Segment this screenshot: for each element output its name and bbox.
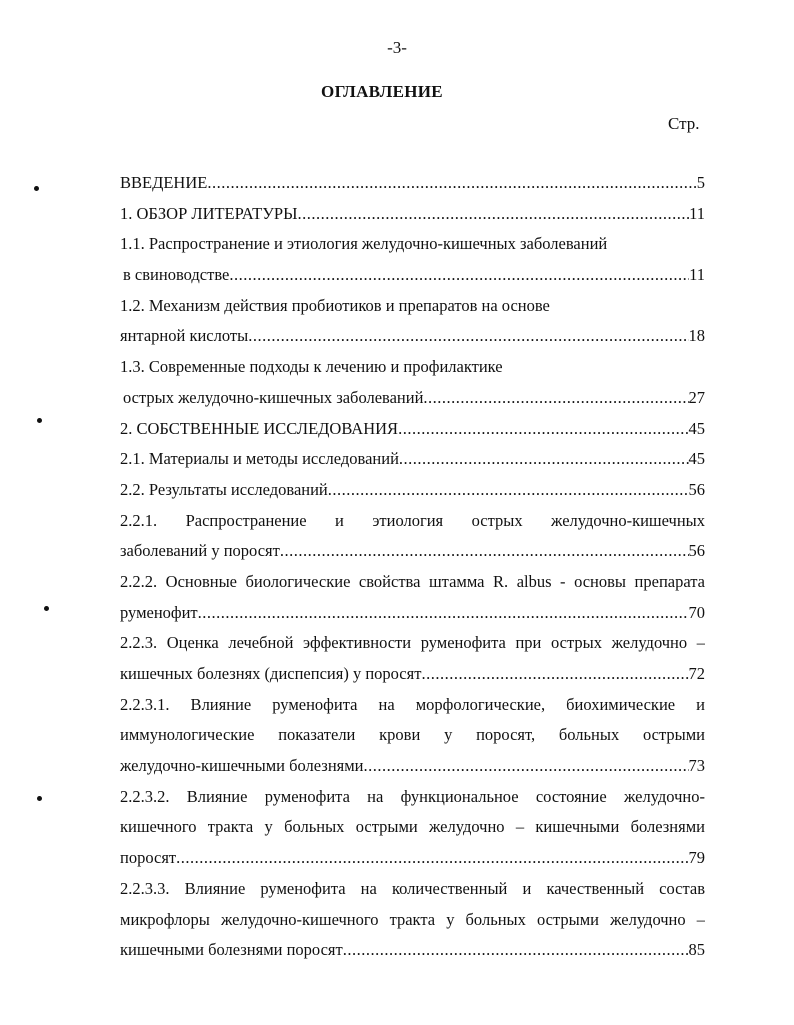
toc-leader — [280, 540, 689, 562]
toc-entry-page: 27 — [688, 387, 705, 407]
toc-leader — [421, 663, 688, 685]
toc-entry-title: 2.2. Результаты исследований — [120, 479, 328, 499]
toc-entry-title: янтарной кислоты — [120, 326, 249, 346]
margin-dot — [37, 418, 42, 423]
toc-entry-title: 2.2.3.3. Влияние руменофита на количественный и качественный состав — [120, 878, 705, 898]
toc-entry — [120, 755, 705, 786]
page-title: ОГЛАВЛЕНИЕ — [321, 82, 443, 101]
toc-entry — [120, 663, 705, 694]
toc-leader — [298, 203, 690, 225]
toc-entry-title: 2.1. Материалы и методы исследований — [120, 449, 399, 469]
toc-entry-title: заболеваний у поросят — [120, 541, 280, 561]
toc-leader — [328, 479, 689, 501]
toc-entry-title: ВВЕДЕНИЕ — [120, 173, 208, 192]
toc-entry-title: микрофлоры желудочно-кишечного тракта у больных острыми желудочно – — [120, 909, 705, 929]
toc-entry-title: 2.2.3. Оценка лечебной эффективности руменофита при острых желудочно – — [120, 633, 705, 653]
toc-entry-title: 1. ОБЗОР ЛИТЕРАТУРЫ — [120, 203, 298, 223]
toc-entry-title: 2.2.3.2. Влияние руменофита на функциональное состояние желудочно- — [120, 786, 705, 806]
toc-leader — [207, 172, 696, 194]
toc-entry-page: 11 — [689, 265, 705, 285]
toc-entry-title: руменофит — [120, 602, 198, 622]
toc-entry — [120, 448, 705, 479]
toc-entry-title: острых желудочно-кишечных заболеваний — [123, 387, 424, 407]
toc-entry — [120, 479, 705, 510]
toc-entry-page: 18 — [688, 326, 705, 346]
toc-entry-title: 2.2.3.1. Влияние руменофита на морфологические, биохимические и — [120, 694, 705, 714]
toc-entry-page: 11 — [689, 203, 705, 223]
toc-entry-page: 56 — [688, 479, 705, 499]
toc-entry — [120, 356, 705, 387]
toc-entry-page: 79 — [688, 848, 705, 868]
toc-entry-page: 56 — [688, 541, 705, 561]
toc-leader — [229, 264, 689, 286]
toc-leader — [398, 418, 688, 440]
toc-leader — [248, 325, 688, 347]
toc-entry — [120, 939, 705, 970]
page-column-header: Стр. — [668, 114, 700, 133]
toc-entry-title: кишечного тракта у больных острыми желудочно – кишечными болезнями — [120, 817, 705, 837]
toc-entry-page: 45 — [688, 418, 705, 438]
page-number: -3- — [387, 38, 407, 57]
toc-entry — [120, 203, 705, 234]
toc-entry — [120, 325, 705, 356]
toc-leader — [399, 448, 689, 470]
toc-entry — [120, 387, 705, 418]
toc-entry-page: 85 — [688, 940, 705, 960]
toc-entry — [120, 264, 705, 295]
toc-entry-title: 1.3. Современные подходы к лечению и профилактике — [120, 357, 503, 377]
table-of-contents — [120, 172, 705, 970]
toc-leader — [343, 939, 689, 961]
toc-entry-title: иммунологические показатели крови у поросят, больных острыми — [120, 725, 705, 745]
toc-entry-page: 73 — [688, 756, 705, 776]
toc-entry — [120, 295, 705, 326]
toc-entry — [120, 847, 705, 878]
margin-dot — [37, 796, 42, 801]
toc-entry — [120, 602, 705, 633]
toc-entry-title: кишечных болезнях (диспепсия) у поросят — [120, 664, 422, 683]
toc-entry-title: 1.2. Механизм действия пробиотиков и препаратов на основе — [120, 295, 550, 315]
toc-entry-title: 2.2.1. Распространение и этиология острых желудочно-кишечных — [120, 510, 705, 530]
toc-leader — [176, 847, 688, 869]
toc-entry-title: 2. СОБСТВЕННЫЕ ИССЛЕДОВАНИЯ — [120, 418, 399, 438]
margin-dot — [34, 186, 39, 191]
margin-dot — [44, 606, 49, 611]
toc-entry-page: 5 — [696, 173, 705, 192]
toc-leader — [364, 755, 689, 777]
toc-entry-title: кишечными болезнями поросят — [120, 940, 343, 960]
toc-entry — [120, 540, 705, 571]
toc-entry-page: 45 — [688, 449, 705, 469]
toc-entry-title: 1.1. Распространение и этиология желудочно-кишечных заболеваний — [120, 234, 608, 254]
toc-entry-title: 2.2.2. Основные биологические свойства штамма R. albus - основы препарата — [120, 571, 705, 591]
toc-entry — [120, 172, 705, 203]
toc-entry-title: желудочно-кишечными болезнями — [120, 756, 364, 776]
toc-entry — [120, 233, 705, 264]
toc-entry-page: 72 — [688, 664, 705, 683]
toc-entry-page: 70 — [688, 602, 705, 622]
toc-leader — [198, 602, 689, 624]
toc-entry-title: в свиноводстве — [123, 265, 230, 285]
toc-entry-title: поросят — [120, 848, 177, 868]
toc-entry — [120, 418, 705, 449]
toc-leader — [423, 387, 688, 409]
